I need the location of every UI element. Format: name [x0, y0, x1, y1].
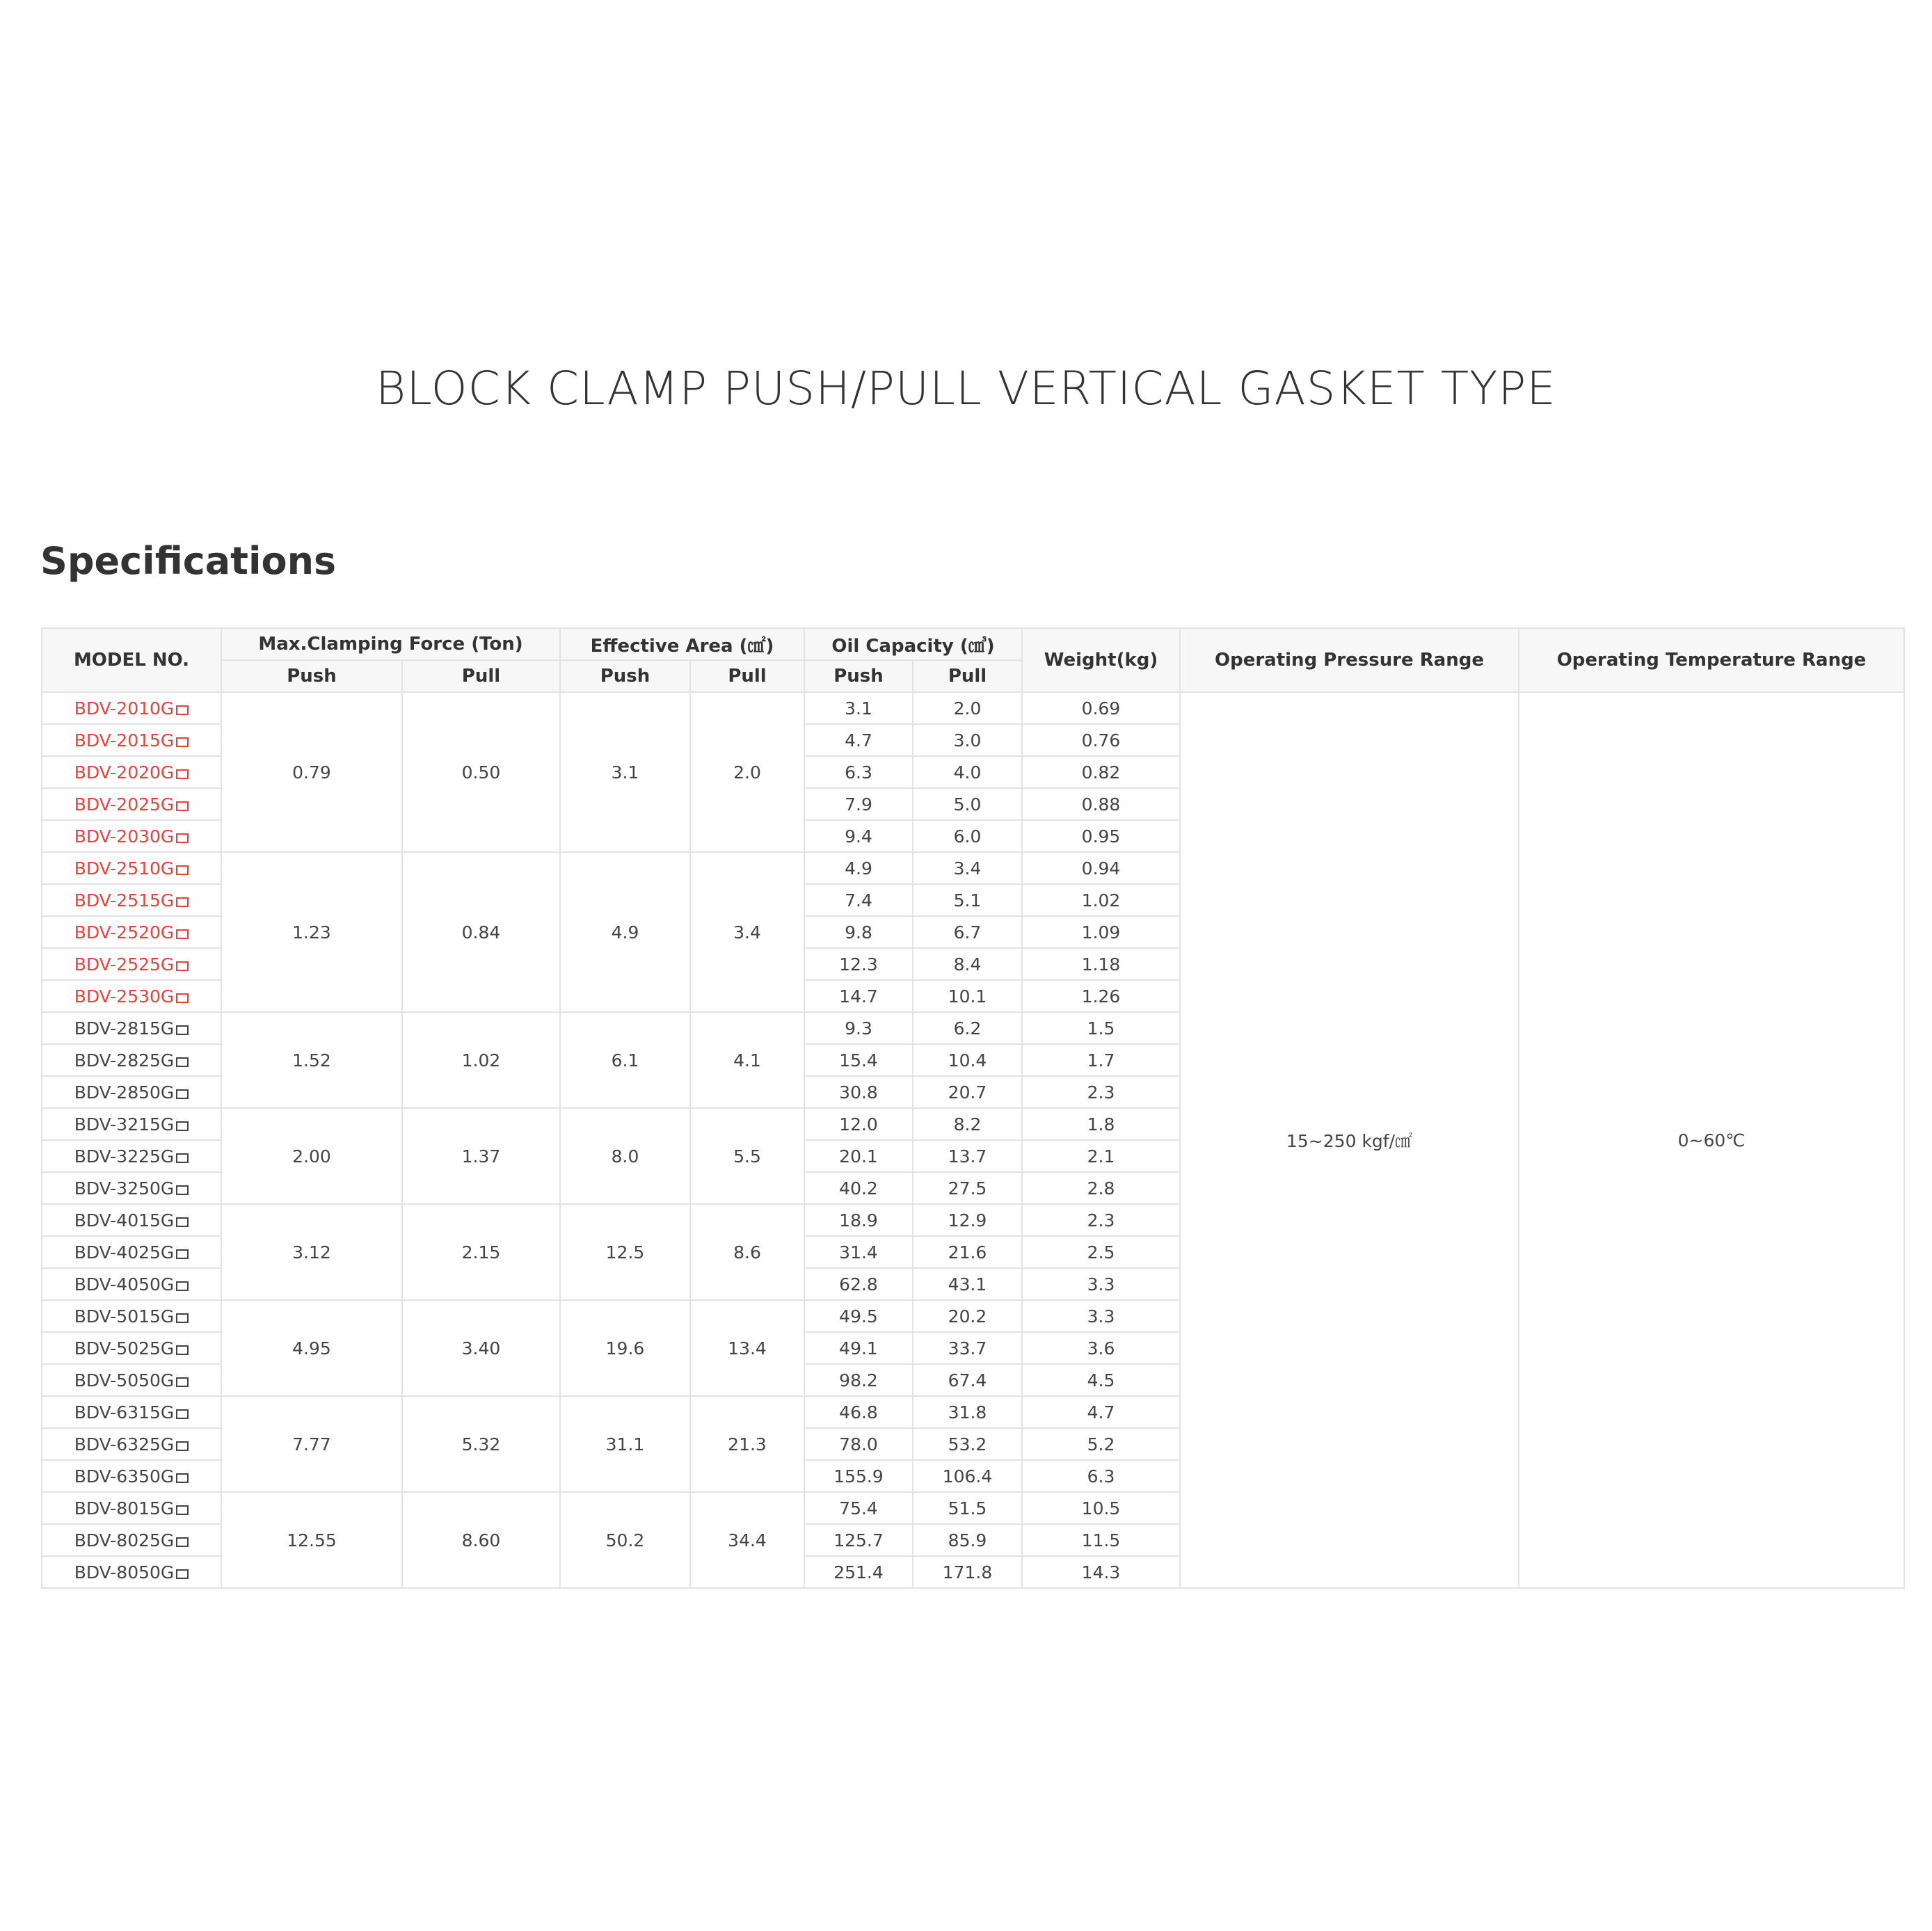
- area-push-cell: 50.2: [560, 1492, 690, 1588]
- model-cell: [42, 980, 221, 1012]
- option-box-icon: [176, 705, 189, 715]
- oil-pull-cell: 53.2: [913, 1428, 1022, 1460]
- option-box-icon: [176, 1249, 189, 1259]
- option-box-icon: [176, 1057, 189, 1067]
- model-number: BDV-6315G: [74, 1402, 175, 1423]
- oil-pull-cell: 31.8: [913, 1396, 1022, 1428]
- model-number: BDV-8025G: [74, 1530, 175, 1551]
- model-number: BDV-2025G: [74, 794, 175, 815]
- model-number: BDV-8050G: [74, 1562, 175, 1583]
- model-cell: [42, 1204, 221, 1236]
- model-number: BDV-2020G: [74, 762, 175, 783]
- temperature-header: Operating Temperature Range: [1519, 628, 1904, 692]
- model-number: BDV-4050G: [74, 1274, 175, 1295]
- clamping-force-header: Max.Clamping Force (Ton): [221, 628, 560, 660]
- option-box-icon: [176, 1153, 189, 1163]
- area-push-cell: 6.1: [560, 1012, 690, 1108]
- oil-push-cell: 3.1: [804, 692, 913, 724]
- clamp-push-cell: 12.55: [221, 1492, 402, 1588]
- weight-cell: 1.8: [1022, 1108, 1180, 1140]
- clamp-push-cell: 1.52: [221, 1012, 402, 1108]
- area-pull-cell: 2.0: [690, 692, 804, 852]
- clamp-pull-cell: 8.60: [402, 1492, 560, 1588]
- option-box-icon: [176, 1473, 189, 1483]
- weight-cell: 14.3: [1022, 1556, 1180, 1588]
- oil-pull-cell: 6.0: [913, 820, 1022, 852]
- option-box-icon: [176, 1409, 189, 1419]
- area-pull-cell: 21.3: [690, 1396, 804, 1492]
- header-row-1: [42, 628, 1904, 660]
- option-box-icon: [176, 769, 189, 779]
- weight-cell: 1.5: [1022, 1012, 1180, 1044]
- area-pull-cell: 4.1: [690, 1012, 804, 1108]
- option-box-icon: [176, 801, 189, 811]
- oil-push-cell: 98.2: [804, 1364, 913, 1396]
- weight-cell: 3.3: [1022, 1268, 1180, 1300]
- model-number: BDV-4015G: [74, 1210, 175, 1231]
- area-pull-cell: 13.4: [690, 1300, 804, 1396]
- model-number: BDV-2510G: [74, 858, 175, 879]
- option-box-icon: [176, 897, 189, 907]
- model-cell: [42, 692, 221, 724]
- model-cell: [42, 788, 221, 820]
- model-cell: [42, 1044, 221, 1076]
- model-number: BDV-3215G: [74, 1114, 175, 1135]
- oil-push-cell: 78.0: [804, 1428, 913, 1460]
- oil-pull-cell: 3.4: [913, 852, 1022, 884]
- temperature-range-cell: 0~60℃: [1519, 692, 1904, 1588]
- weight-cell: 3.6: [1022, 1332, 1180, 1364]
- effective-area-header: Effective Area (㎠): [560, 628, 804, 660]
- weight-cell: 1.26: [1022, 980, 1180, 1012]
- oil-pull-cell: 43.1: [913, 1268, 1022, 1300]
- area-push-cell: 8.0: [560, 1108, 690, 1204]
- weight-cell: 6.3: [1022, 1460, 1180, 1492]
- model-cell: [42, 1364, 221, 1396]
- oil-push-cell: 9.4: [804, 820, 913, 852]
- oil-pull-cell: 8.2: [913, 1108, 1022, 1140]
- model-header: MODEL NO.: [42, 628, 221, 692]
- area-pull-header: Pull: [690, 660, 804, 692]
- model-number: BDV-2030G: [74, 826, 175, 847]
- weight-cell: 1.02: [1022, 884, 1180, 916]
- weight-cell: 0.88: [1022, 788, 1180, 820]
- model-cell: [42, 1236, 221, 1268]
- option-box-icon: [176, 961, 189, 971]
- pressure-header: Operating Pressure Range: [1180, 628, 1519, 692]
- oil-pull-cell: 4.0: [913, 756, 1022, 788]
- option-box-icon: [176, 1537, 189, 1547]
- weight-cell: 2.1: [1022, 1140, 1180, 1172]
- clamp-pull-cell: 0.50: [402, 692, 560, 852]
- oil-push-cell: 7.9: [804, 788, 913, 820]
- option-box-icon: [176, 1185, 189, 1195]
- oil-push-cell: 46.8: [804, 1396, 913, 1428]
- oil-pull-cell: 10.4: [913, 1044, 1022, 1076]
- area-pull-cell: 5.5: [690, 1108, 804, 1204]
- model-number: BDV-2515G: [74, 890, 175, 911]
- section-title: Specifications: [40, 539, 337, 583]
- area-push-cell: 4.9: [560, 852, 690, 1012]
- clamp-pull-cell: 1.02: [402, 1012, 560, 1108]
- model-cell: [42, 1492, 221, 1524]
- option-box-icon: [176, 1505, 189, 1515]
- oil-push-cell: 12.3: [804, 948, 913, 980]
- clamp-push-cell: 7.77: [221, 1396, 402, 1492]
- table-row: [42, 692, 1904, 724]
- clamp-pull-cell: 2.15: [402, 1204, 560, 1300]
- model-cell: [42, 1108, 221, 1140]
- model-number: BDV-5015G: [74, 1306, 175, 1327]
- model-cell: [42, 852, 221, 884]
- oil-pull-cell: 106.4: [913, 1460, 1022, 1492]
- weight-cell: 0.69: [1022, 692, 1180, 724]
- oil-push-cell: 20.1: [804, 1140, 913, 1172]
- oil-pull-cell: 13.7: [913, 1140, 1022, 1172]
- clamp-pull-header: Pull: [402, 660, 560, 692]
- clamp-push-header: Push: [221, 660, 402, 692]
- weight-header: Weight(kg): [1022, 628, 1180, 692]
- model-number: BDV-8015G: [74, 1498, 175, 1519]
- oil-push-cell: 49.1: [804, 1332, 913, 1364]
- weight-cell: 0.82: [1022, 756, 1180, 788]
- oil-pull-cell: 20.2: [913, 1300, 1022, 1332]
- model-cell: [42, 884, 221, 916]
- area-push-cell: 3.1: [560, 692, 690, 852]
- model-cell: [42, 1396, 221, 1428]
- weight-cell: 0.95: [1022, 820, 1180, 852]
- weight-cell: 4.7: [1022, 1396, 1180, 1428]
- oil-push-cell: 12.0: [804, 1108, 913, 1140]
- clamp-push-cell: 1.23: [221, 852, 402, 1012]
- oil-push-cell: 9.3: [804, 1012, 913, 1044]
- area-pull-cell: 3.4: [690, 852, 804, 1012]
- oil-pull-cell: 6.2: [913, 1012, 1022, 1044]
- weight-cell: 2.5: [1022, 1236, 1180, 1268]
- model-cell: [42, 916, 221, 948]
- option-box-icon: [176, 1441, 189, 1451]
- oil-pull-cell: 12.9: [913, 1204, 1022, 1236]
- option-box-icon: [176, 1345, 189, 1355]
- oil-pull-cell: 33.7: [913, 1332, 1022, 1364]
- oil-capacity-header: Oil Capacity (㎤): [804, 628, 1022, 660]
- option-box-icon: [176, 993, 189, 1003]
- model-cell: [42, 756, 221, 788]
- weight-cell: 1.09: [1022, 916, 1180, 948]
- option-box-icon: [176, 1313, 189, 1323]
- model-number: BDV-6350G: [74, 1466, 175, 1487]
- oil-push-cell: 40.2: [804, 1172, 913, 1204]
- area-pull-cell: 8.6: [690, 1204, 804, 1300]
- oil-push-header: Push: [804, 660, 913, 692]
- model-cell: [42, 1556, 221, 1588]
- option-box-icon: [176, 1281, 189, 1291]
- model-number: BDV-2815G: [74, 1018, 175, 1039]
- option-box-icon: [176, 1569, 189, 1579]
- oil-pull-header: Pull: [913, 660, 1022, 692]
- oil-push-cell: 31.4: [804, 1236, 913, 1268]
- table-body: [42, 692, 1904, 1588]
- weight-cell: 0.76: [1022, 724, 1180, 756]
- oil-push-cell: 125.7: [804, 1524, 913, 1556]
- oil-push-cell: 155.9: [804, 1460, 913, 1492]
- oil-pull-cell: 20.7: [913, 1076, 1022, 1108]
- oil-pull-cell: 27.5: [913, 1172, 1022, 1204]
- oil-pull-cell: 2.0: [913, 692, 1022, 724]
- oil-push-cell: 75.4: [804, 1492, 913, 1524]
- oil-push-cell: 4.7: [804, 724, 913, 756]
- oil-push-cell: 7.4: [804, 884, 913, 916]
- oil-pull-cell: 5.0: [913, 788, 1022, 820]
- model-cell: [42, 1300, 221, 1332]
- option-box-icon: [176, 1089, 189, 1099]
- model-number: BDV-4025G: [74, 1242, 175, 1263]
- oil-push-cell: 6.3: [804, 756, 913, 788]
- oil-pull-cell: 51.5: [913, 1492, 1022, 1524]
- model-cell: [42, 1460, 221, 1492]
- model-cell: [42, 1524, 221, 1556]
- weight-cell: 4.5: [1022, 1364, 1180, 1396]
- area-push-cell: 31.1: [560, 1396, 690, 1492]
- oil-push-cell: 15.4: [804, 1044, 913, 1076]
- clamp-push-cell: 4.95: [221, 1300, 402, 1396]
- oil-pull-cell: 3.0: [913, 724, 1022, 756]
- weight-cell: 1.7: [1022, 1044, 1180, 1076]
- oil-push-cell: 14.7: [804, 980, 913, 1012]
- weight-cell: 3.3: [1022, 1300, 1180, 1332]
- weight-cell: 10.5: [1022, 1492, 1180, 1524]
- weight-cell: 5.2: [1022, 1428, 1180, 1460]
- model-cell: [42, 1076, 221, 1108]
- oil-push-cell: 251.4: [804, 1556, 913, 1588]
- option-box-icon: [176, 929, 189, 939]
- model-number: BDV-6325G: [74, 1434, 175, 1455]
- model-cell: [42, 1268, 221, 1300]
- model-cell: [42, 948, 221, 980]
- model-cell: [42, 1140, 221, 1172]
- model-cell: [42, 1332, 221, 1364]
- model-number: BDV-5050G: [74, 1370, 175, 1391]
- clamp-push-cell: 0.79: [221, 692, 402, 852]
- clamp-pull-cell: 0.84: [402, 852, 560, 1012]
- area-pull-cell: 34.4: [690, 1492, 804, 1588]
- weight-cell: 2.3: [1022, 1204, 1180, 1236]
- option-box-icon: [176, 737, 189, 747]
- area-push-cell: 12.5: [560, 1204, 690, 1300]
- model-cell: [42, 820, 221, 852]
- weight-cell: 1.18: [1022, 948, 1180, 980]
- model-number: BDV-5025G: [74, 1338, 175, 1359]
- oil-push-cell: 49.5: [804, 1300, 913, 1332]
- model-number: BDV-2530G: [74, 986, 175, 1007]
- model-cell: [42, 1172, 221, 1204]
- model-number: BDV-2010G: [74, 698, 175, 719]
- oil-pull-cell: 6.7: [913, 916, 1022, 948]
- model-number: BDV-2520G: [74, 922, 175, 943]
- model-number: BDV-2525G: [74, 954, 175, 975]
- pressure-range-cell: 15~250 kgf/㎠: [1180, 692, 1519, 1588]
- weight-cell: 11.5: [1022, 1524, 1180, 1556]
- model-number: BDV-3250G: [74, 1178, 175, 1199]
- oil-pull-cell: 21.6: [913, 1236, 1022, 1268]
- option-box-icon: [176, 865, 189, 875]
- page-title: BLOCK CLAMP PUSH/PULL VERTICAL GASKET TYPE: [376, 362, 1556, 415]
- weight-cell: 0.94: [1022, 852, 1180, 884]
- oil-pull-cell: 67.4: [913, 1364, 1022, 1396]
- option-box-icon: [176, 833, 189, 843]
- model-number: BDV-2850G: [74, 1082, 175, 1103]
- clamp-push-cell: 3.12: [221, 1204, 402, 1300]
- oil-push-cell: 9.8: [804, 916, 913, 948]
- model-number: BDV-2825G: [74, 1050, 175, 1071]
- oil-pull-cell: 85.9: [913, 1524, 1022, 1556]
- oil-push-cell: 62.8: [804, 1268, 913, 1300]
- clamp-pull-cell: 1.37: [402, 1108, 560, 1204]
- weight-cell: 2.3: [1022, 1076, 1180, 1108]
- model-cell: [42, 1012, 221, 1044]
- oil-pull-cell: 5.1: [913, 884, 1022, 916]
- oil-push-cell: 30.8: [804, 1076, 913, 1108]
- model-number: BDV-2015G: [74, 730, 175, 751]
- model-cell: [42, 724, 221, 756]
- option-box-icon: [176, 1377, 189, 1387]
- oil-pull-cell: 10.1: [913, 980, 1022, 1012]
- clamp-pull-cell: 3.40: [402, 1300, 560, 1396]
- area-push-cell: 19.6: [560, 1300, 690, 1396]
- model-cell: [42, 1428, 221, 1460]
- clamp-push-cell: 2.00: [221, 1108, 402, 1204]
- oil-pull-cell: 171.8: [913, 1556, 1022, 1588]
- clamp-pull-cell: 5.32: [402, 1396, 560, 1492]
- option-box-icon: [176, 1217, 189, 1227]
- option-box-icon: [176, 1025, 189, 1035]
- model-number: BDV-3225G: [74, 1146, 175, 1167]
- option-box-icon: [176, 1121, 189, 1131]
- area-push-header: Push: [560, 660, 690, 692]
- oil-push-cell: 18.9: [804, 1204, 913, 1236]
- oil-pull-cell: 8.4: [913, 948, 1022, 980]
- weight-cell: 2.8: [1022, 1172, 1180, 1204]
- oil-push-cell: 4.9: [804, 852, 913, 884]
- specifications-table: [41, 627, 1905, 1589]
